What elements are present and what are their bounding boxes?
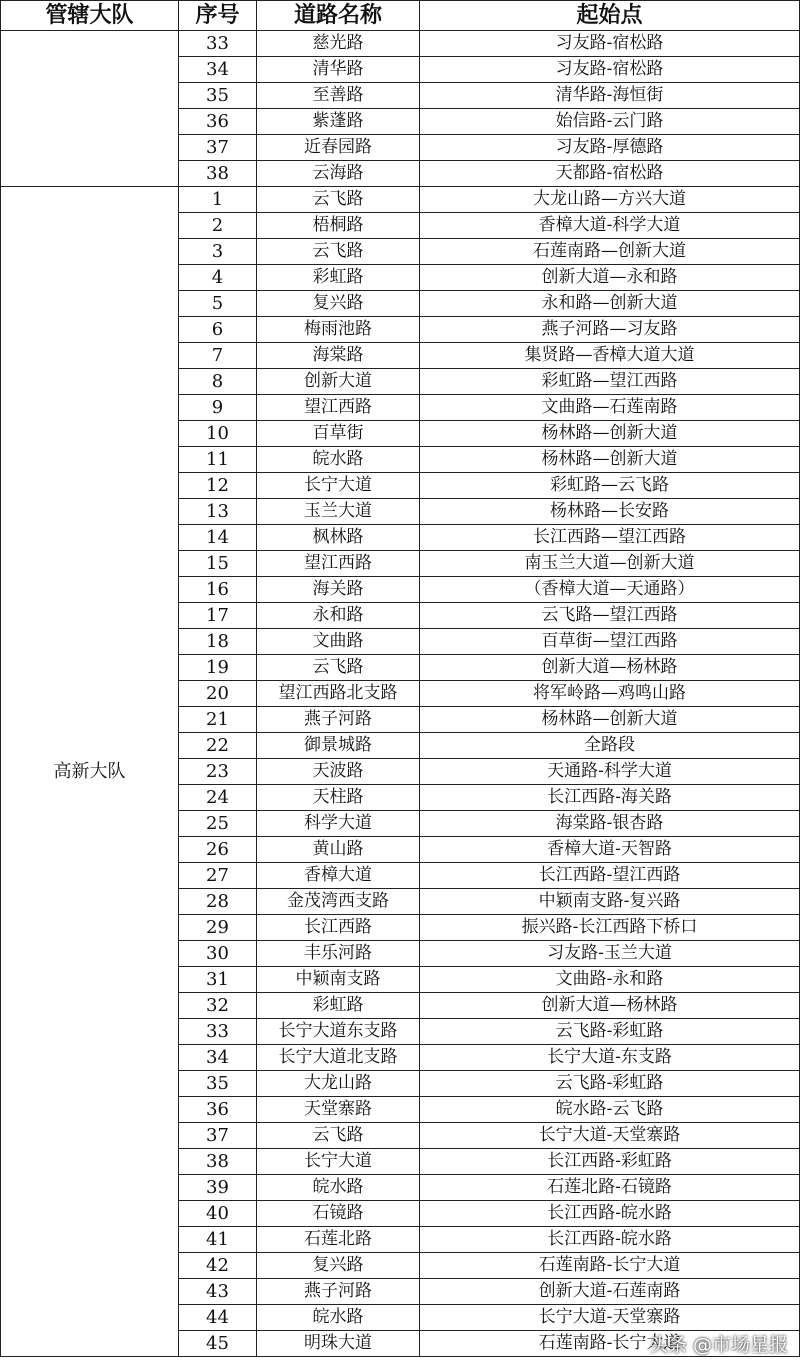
index-cell: 24 xyxy=(179,785,257,811)
start-end-cell: （香樟大道—天通路） xyxy=(420,577,800,603)
index-cell: 22 xyxy=(179,733,257,759)
road-name-cell: 梅雨池路 xyxy=(257,317,420,343)
start-end-cell: 文曲路-永和路 xyxy=(420,967,800,993)
road-name-cell: 望江西路 xyxy=(257,395,420,421)
road-name-cell: 紫蓬路 xyxy=(257,109,420,135)
index-cell: 19 xyxy=(179,655,257,681)
index-cell: 33 xyxy=(179,31,257,57)
road-name-cell: 石镜路 xyxy=(257,1201,420,1227)
road-name-cell: 云飞路 xyxy=(257,655,420,681)
table-row xyxy=(1,31,800,57)
start-end-cell: 石莲南路—创新大道 xyxy=(420,239,800,265)
index-cell: 25 xyxy=(179,811,257,837)
road-name-cell: 黄山路 xyxy=(257,837,420,863)
road-name-cell: 天堂寨路 xyxy=(257,1097,420,1123)
start-end-cell: 石莲南路-长宁大道 xyxy=(420,1253,800,1279)
index-cell: 32 xyxy=(179,993,257,1019)
road-name-cell: 天波路 xyxy=(257,759,420,785)
road-name-cell: 长宁大道北支路 xyxy=(257,1045,420,1071)
index-cell: 18 xyxy=(179,629,257,655)
start-end-cell: 石莲南路-长宁大道 xyxy=(420,1331,800,1357)
index-cell: 28 xyxy=(179,889,257,915)
start-end-cell: 云飞路-彩虹路 xyxy=(420,1071,800,1097)
index-cell: 12 xyxy=(179,473,257,499)
start-end-cell: 杨林路—创新大道 xyxy=(420,707,800,733)
team-cell xyxy=(1,31,179,187)
start-end-cell: 皖水路-云飞路 xyxy=(420,1097,800,1123)
index-cell: 11 xyxy=(179,447,257,473)
start-end-cell: 长江西路-皖水路 xyxy=(420,1227,800,1253)
table-body xyxy=(1,31,800,1357)
index-cell: 35 xyxy=(179,1071,257,1097)
road-name-cell: 海棠路 xyxy=(257,343,420,369)
start-end-cell: 石莲北路-石镜路 xyxy=(420,1175,800,1201)
road-name-cell: 百草街 xyxy=(257,421,420,447)
road-name-cell: 望江西路北支路 xyxy=(257,681,420,707)
road-name-cell: 长宁大道 xyxy=(257,1149,420,1175)
index-cell: 41 xyxy=(179,1227,257,1253)
index-cell: 39 xyxy=(179,1175,257,1201)
start-end-cell: 长宁大道-天堂寨路 xyxy=(420,1305,800,1331)
start-end-cell: 始信路-云门路 xyxy=(420,109,800,135)
start-end-cell: 创新大道—杨林路 xyxy=(420,655,800,681)
header-index: 序号 xyxy=(179,1,257,31)
road-name-cell: 科学大道 xyxy=(257,811,420,837)
start-end-cell: 文曲路—石莲南路 xyxy=(420,395,800,421)
road-name-cell: 中颖南支路 xyxy=(257,967,420,993)
start-end-cell: 创新大道-石莲南路 xyxy=(420,1279,800,1305)
start-end-cell: 习友路-玉兰大道 xyxy=(420,941,800,967)
road-name-cell: 燕子河路 xyxy=(257,707,420,733)
road-name-cell: 皖水路 xyxy=(257,1175,420,1201)
start-end-cell: 云飞路-彩虹路 xyxy=(420,1019,800,1045)
index-cell: 29 xyxy=(179,915,257,941)
index-cell: 37 xyxy=(179,135,257,161)
index-cell: 15 xyxy=(179,551,257,577)
start-end-cell: 将军岭路—鸡鸣山路 xyxy=(420,681,800,707)
road-name-cell: 彩虹路 xyxy=(257,993,420,1019)
start-end-cell: 长江西路-海关路 xyxy=(420,785,800,811)
start-end-cell: 中颖南支路-复兴路 xyxy=(420,889,800,915)
index-cell: 44 xyxy=(179,1305,257,1331)
road-name-cell: 永和路 xyxy=(257,603,420,629)
start-end-cell: 长江西路—望江西路 xyxy=(420,525,800,551)
road-name-cell: 复兴路 xyxy=(257,1253,420,1279)
watermark: 头条 @市场星报 xyxy=(648,1334,788,1356)
index-cell: 43 xyxy=(179,1279,257,1305)
index-cell: 13 xyxy=(179,499,257,525)
index-cell: 36 xyxy=(179,1097,257,1123)
index-cell: 20 xyxy=(179,681,257,707)
road-name-cell: 长宁大道东支路 xyxy=(257,1019,420,1045)
start-end-cell: 海棠路-银杏路 xyxy=(420,811,800,837)
road-name-cell: 彩虹路 xyxy=(257,265,420,291)
index-cell: 38 xyxy=(179,161,257,187)
start-end-cell: 大龙山路—方兴大道 xyxy=(420,187,800,213)
road-name-cell: 枫林路 xyxy=(257,525,420,551)
start-end-cell: 香樟大道-天智路 xyxy=(420,837,800,863)
road-name-cell: 大龙山路 xyxy=(257,1071,420,1097)
index-cell: 7 xyxy=(179,343,257,369)
start-end-cell: 集贤路—香樟大道大道 xyxy=(420,343,800,369)
index-cell: 14 xyxy=(179,525,257,551)
index-cell: 3 xyxy=(179,239,257,265)
index-cell: 34 xyxy=(179,57,257,83)
start-end-cell: 创新大道—杨林路 xyxy=(420,993,800,1019)
index-cell: 27 xyxy=(179,863,257,889)
start-end-cell: 百草街—望江西路 xyxy=(420,629,800,655)
index-cell: 35 xyxy=(179,83,257,109)
road-name-cell: 明珠大道 xyxy=(257,1331,420,1357)
index-cell: 9 xyxy=(179,395,257,421)
road-name-cell: 望江西路 xyxy=(257,551,420,577)
index-cell: 30 xyxy=(179,941,257,967)
team-cell: 高新大队 xyxy=(1,187,179,1357)
start-end-cell: 长宁大道-东支路 xyxy=(420,1045,800,1071)
road-name-cell: 至善路 xyxy=(257,83,420,109)
start-end-cell: 永和路—创新大道 xyxy=(420,291,800,317)
index-cell: 34 xyxy=(179,1045,257,1071)
index-cell: 36 xyxy=(179,109,257,135)
road-name-cell: 香樟大道 xyxy=(257,863,420,889)
road-name-cell: 丰乐河路 xyxy=(257,941,420,967)
start-end-cell: 长江西路-望江西路 xyxy=(420,863,800,889)
road-name-cell: 梧桐路 xyxy=(257,213,420,239)
index-cell: 42 xyxy=(179,1253,257,1279)
start-end-cell: 长江西路-彩虹路 xyxy=(420,1149,800,1175)
start-end-cell: 杨林路—创新大道 xyxy=(420,447,800,473)
start-end-cell: 彩虹路—云飞路 xyxy=(420,473,800,499)
header-team: 管辖大队 xyxy=(1,1,179,31)
road-name-cell: 海关路 xyxy=(257,577,420,603)
index-cell: 45 xyxy=(179,1331,257,1357)
index-cell: 26 xyxy=(179,837,257,863)
index-cell: 33 xyxy=(179,1019,257,1045)
header-row xyxy=(1,1,800,31)
index-cell: 4 xyxy=(179,265,257,291)
road-name-cell: 长江西路 xyxy=(257,915,420,941)
index-cell: 37 xyxy=(179,1123,257,1149)
start-end-cell: 长宁大道-天堂寨路 xyxy=(420,1123,800,1149)
start-end-cell: 天通路-科学大道 xyxy=(420,759,800,785)
road-name-cell: 金茂湾西支路 xyxy=(257,889,420,915)
start-end-cell: 长江西路-皖水路 xyxy=(420,1201,800,1227)
road-name-cell: 清华路 xyxy=(257,57,420,83)
road-name-cell: 燕子河路 xyxy=(257,1279,420,1305)
start-end-cell: 南玉兰大道—创新大道 xyxy=(420,551,800,577)
index-cell: 40 xyxy=(179,1201,257,1227)
index-cell: 10 xyxy=(179,421,257,447)
index-cell: 23 xyxy=(179,759,257,785)
index-cell: 21 xyxy=(179,707,257,733)
index-cell: 16 xyxy=(179,577,257,603)
start-end-cell: 习友路-宿松路 xyxy=(420,57,800,83)
road-name-cell: 创新大道 xyxy=(257,369,420,395)
road-name-cell: 复兴路 xyxy=(257,291,420,317)
start-end-cell: 云飞路—望江西路 xyxy=(420,603,800,629)
start-end-cell: 杨林路—长安路 xyxy=(420,499,800,525)
road-name-cell: 慈光路 xyxy=(257,31,420,57)
start-end-cell: 清华路-海恒街 xyxy=(420,83,800,109)
start-end-cell: 全路段 xyxy=(420,733,800,759)
road-name-cell: 云飞路 xyxy=(257,187,420,213)
start-end-cell: 创新大道—永和路 xyxy=(420,265,800,291)
index-cell: 5 xyxy=(179,291,257,317)
road-name-cell: 皖水路 xyxy=(257,1305,420,1331)
table-row xyxy=(1,187,800,213)
index-cell: 1 xyxy=(179,187,257,213)
header-road-name: 道路名称 xyxy=(257,1,420,31)
road-name-cell: 云飞路 xyxy=(257,1123,420,1149)
start-end-cell: 彩虹路—望江西路 xyxy=(420,369,800,395)
index-cell: 6 xyxy=(179,317,257,343)
road-name-cell: 云飞路 xyxy=(257,239,420,265)
start-end-cell: 杨林路—创新大道 xyxy=(420,421,800,447)
index-cell: 8 xyxy=(179,369,257,395)
road-name-cell: 石莲北路 xyxy=(257,1227,420,1253)
road-name-cell: 玉兰大道 xyxy=(257,499,420,525)
start-end-cell: 天都路-宿松路 xyxy=(420,161,800,187)
road-name-cell: 文曲路 xyxy=(257,629,420,655)
header-start-end: 起始点 xyxy=(420,1,800,31)
start-end-cell: 振兴路-长江西路下桥口 xyxy=(420,915,800,941)
road-name-cell: 云海路 xyxy=(257,161,420,187)
start-end-cell: 燕子河路—习友路 xyxy=(420,317,800,343)
index-cell: 17 xyxy=(179,603,257,629)
road-name-cell: 御景城路 xyxy=(257,733,420,759)
index-cell: 38 xyxy=(179,1149,257,1175)
index-cell: 2 xyxy=(179,213,257,239)
road-name-cell: 近春园路 xyxy=(257,135,420,161)
start-end-cell: 香樟大道-科学大道 xyxy=(420,213,800,239)
road-name-cell: 天柱路 xyxy=(257,785,420,811)
index-cell: 31 xyxy=(179,967,257,993)
start-end-cell: 习友路-厚德路 xyxy=(420,135,800,161)
road-name-cell: 长宁大道 xyxy=(257,473,420,499)
road-name-cell: 皖水路 xyxy=(257,447,420,473)
start-end-cell: 习友路-宿松路 xyxy=(420,31,800,57)
